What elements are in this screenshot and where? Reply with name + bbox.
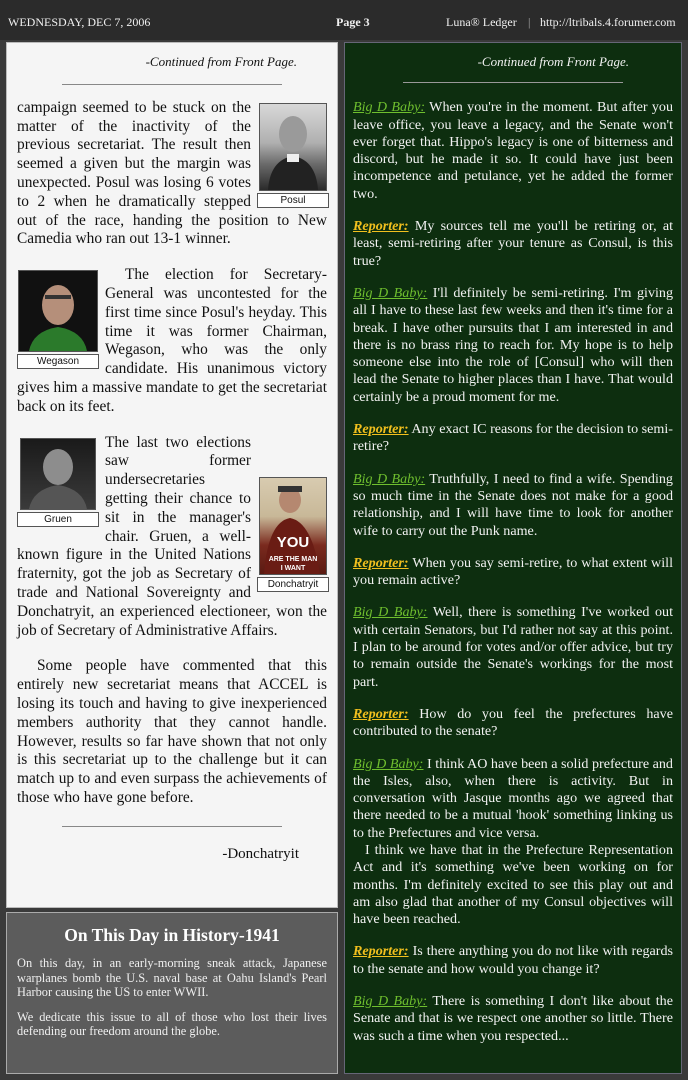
question-text: My sources tell me you'll be retiring or, at least, semi-retiring after your tenure as Consul, is this true? (353, 218, 674, 269)
speaker-reporter: Reporter: (353, 554, 409, 571)
history-dedication: We dedicate this issue to all of those who lost their lives defending our freedom around the globe. (17, 1009, 327, 1038)
interview-answer (353, 756, 673, 842)
speaker-reporter: Reporter: (353, 705, 409, 722)
poster-line2: ARE THE MAN (268, 555, 318, 563)
header-separator: | (528, 15, 531, 29)
speaker-big-d-baby: Big D Baby: (353, 284, 428, 301)
answer-continuation: I think we have that in the Prefecture Representation Act and it's something we've been working on for months. I'm definitely excited to see this play out and am also glad that another of my Consul objectives will have been reached. (353, 841, 673, 928)
poster-line3: I WANT (280, 564, 306, 572)
interview-column (344, 42, 682, 1074)
interview-question (353, 943, 673, 978)
divider (62, 826, 282, 827)
gruen-portrait (20, 438, 96, 510)
photo-gruen (17, 438, 99, 527)
speaker-big-d-baby: Big D Baby: (353, 470, 426, 487)
wegason-silhouette (19, 271, 97, 351)
wegason-portrait (18, 270, 98, 352)
question-text: When you say semi-retire, to what extent will you remain active? (353, 554, 673, 589)
interview-question (353, 218, 673, 270)
speaker-big-d-baby: Big D Baby: (353, 755, 424, 772)
donchatryit-poster (259, 477, 327, 575)
article-paragraph: campaign seemed to be stuck on the matter of the inactivity of the previous secretariat. The result then seemed a given but the margin was unexpected. Posul was losing 6 votes to 2 when he dramatically stepped out of the race, handing the position to New Camedia who ran out 13-1 winner. (17, 98, 327, 248)
interview-answer (353, 604, 673, 690)
history-box (6, 912, 338, 1074)
photo-donchatryit (257, 477, 329, 592)
answer-text: I think AO have been a solid prefecture and the Isles, also, when there is activity. But in conversation with Jasque months ago we agreed that there needed to be a mutual 'hook' something linking us to the Prefectures and vice versa. (353, 755, 673, 841)
interview-question (353, 555, 673, 590)
article-paragraph: Some people have commented that this entirely new secretariat means that ACCEL is losing its touch and having to give inexperienced members authority that they cannot handle. However, results so far have shown that not only is this secretariat up to the challenge but it can match up to and even surpass the achievements of those who have gone before. (17, 657, 327, 806)
speaker-reporter: Reporter: (353, 421, 409, 438)
photo-wegason (17, 270, 99, 369)
posul-caption: Posul (257, 193, 329, 208)
election-article (6, 42, 338, 908)
interview-question (353, 706, 673, 741)
continued-note: -Continued from Front Page. (145, 54, 297, 69)
gruen-caption: Gruen (17, 512, 99, 527)
divider (62, 84, 282, 85)
article-paragraph: The last two elections saw former undersecretaries getting their chance to sit in the manager's chair. Gruen, a well-known figure in the United Nations fraternity, got the job as Secretary of trade and National Sovereignty and Donchatryit, an experienced electioneer, won the job of Secretary of Administrative Affairs. (17, 433, 327, 639)
history-title: On This Day in History-1941 (64, 925, 280, 945)
speaker-big-d-baby: Big D Baby: (353, 604, 428, 621)
page-header (0, 0, 688, 40)
interview-answer (353, 99, 673, 203)
publication-name: Luna® Ledger (446, 15, 517, 29)
interview-answer (353, 285, 673, 406)
issue-date: WEDNESDAY, DEC 7, 2006 (8, 15, 151, 29)
divider (403, 82, 623, 83)
answer-text: Truthfully, I need to find a wife. Spending so much time in the Senate does not make for a good relationship, and I will have time to look for another wife to carry out the Punk name. (353, 470, 673, 539)
question-text: Any exact IC reasons for the decision to semi-retire? (353, 421, 673, 455)
poster-you: YOU (276, 533, 310, 551)
question-text: Is there anything you do not like with regards to the senate and how would you change it? (353, 943, 673, 977)
answer-text: Well, there is something I've worked out with certain Senators, but I'd rather not say at this point. I plan to be around for votes and/or offer advice, but try to remain outside the Senate's workings for the most part. (353, 604, 673, 690)
posul-portrait (259, 103, 327, 191)
speaker-big-d-baby: Big D Baby: (353, 99, 426, 116)
photo-posul (257, 103, 329, 208)
interview-answer (353, 993, 673, 1045)
speaker-reporter: Reporter: (353, 943, 409, 960)
gruen-silhouette (21, 439, 95, 509)
answer-text: I'll definitely be semi-retiring. I'm giving all I have to these last few weeks and then it's time for a break. I have other pursuits that I am interested in and there is no brass ring to reach for. My hope is to help someone else into the role of [Consul] who will then lead the Senate to higher places than I have. That would certainly be a proud moment for me. (353, 284, 673, 405)
continued-note: -Continued from Front Page. (477, 54, 629, 69)
article-paragraph: The election for Secretary-General was uncontested for the first time since Posul's heyday. This time it was former Chairman, Wegason, who was the only candidate. His unanimous victory gives him a massive mandate to get the secretariat back on its feet. (17, 266, 327, 415)
question-text: How do you feel the prefectures have contributed to the senate? (353, 705, 673, 740)
answer-text: There is something I don't like about the Senate and that is we respect one another so little. There was such a time when you respected... (353, 993, 673, 1044)
wegason-caption: Wegason (17, 354, 99, 369)
page-number: Page 3 (336, 15, 370, 29)
interview-question (353, 421, 673, 456)
speaker-reporter: Reporter: (353, 218, 409, 235)
posul-silhouette (260, 104, 326, 190)
forum-link[interactable]: http://ltribals.4.forumer.com (540, 15, 676, 29)
answer-text: When you're in the moment. But after you leave office, you leave a legacy, and the Senate won't ever forget that. Hippo's legacy is one of bitterness and discord, but he made it so. It could have just been incompetence and petulance, yet he added the former two. (353, 99, 674, 202)
donchatryit-caption: Donchatryit (257, 577, 329, 592)
speaker-big-d-baby: Big D Baby: (353, 993, 428, 1010)
author-signature: -Donchatryit (222, 845, 299, 862)
history-text: On this day, in an early-morning sneak attack, Japanese warplanes bomb the U.S. naval base at Oahu Island's Pearl Harbor causing the US to enter WWII. (17, 956, 327, 999)
interview-answer (353, 471, 673, 540)
